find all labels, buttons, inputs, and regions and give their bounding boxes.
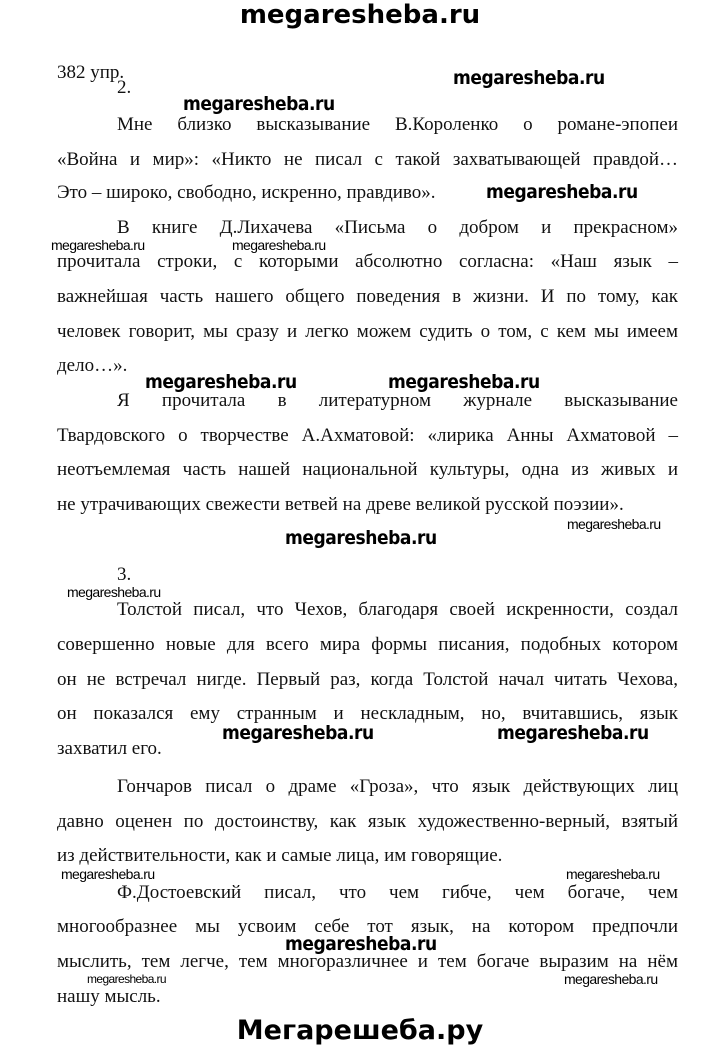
watermark: megaresheba.ru xyxy=(567,516,661,532)
text-line: из действительности, как и самые лица, им говорящие. xyxy=(57,845,503,866)
text-line: не утрачивающих свежести ветвей на древе великой русской поэзии». xyxy=(57,494,624,515)
text-line: мыслить, тем легче, тем многоразличнее и тем богаче выразим на нём xyxy=(57,951,678,972)
text-line: Толстой писал, что Чехов, благодаря своей искренности, создал xyxy=(117,599,678,620)
text-line: нашу мысль. xyxy=(57,986,161,1007)
watermark: megaresheba.ru xyxy=(67,584,161,600)
site-header: megaresheba.ru xyxy=(239,0,481,30)
watermark: megaresheba.ru xyxy=(285,527,437,549)
text-line: неотъемлемая часть нашей национальной культуры, одна из живых и xyxy=(57,459,678,480)
section-number: 2. xyxy=(117,77,132,98)
watermark: megaresheba.ru xyxy=(51,237,145,253)
text-line: Твардовского о творчестве А.Ахматовой: «лирика Анны Ахматовой – xyxy=(57,425,678,446)
text-line: важнейшая часть нашего общего поведения в жизни. И по тому, как xyxy=(57,286,678,307)
text-line: он показался ему странным и нескладным, но, вчитавшись, язык xyxy=(57,703,678,724)
watermark: megaresheba.ru xyxy=(486,181,638,203)
watermark: megaresheba.ru xyxy=(285,933,437,955)
text-line: Ф.Достоевский писал, что чем гибче, чем богаче, чем xyxy=(117,882,678,903)
text-line: давно оценен по достоинству, как язык художественно-верный, взятый xyxy=(57,811,678,832)
watermark: megaresheba.ru xyxy=(564,971,658,987)
text-line: Это – широко, свободно, искренно, правдиво». xyxy=(57,182,436,203)
watermark: megaresheba.ru xyxy=(566,866,660,882)
text-line: совершенно новые для всего мира формы писания, подобных котором xyxy=(57,634,678,655)
text-line: он не встречал нигде. Первый раз, когда Толстой начал читать Чехова, xyxy=(57,669,678,690)
text-line: прочитала строки, с которыми абсолютно согласна: «Наш язык – xyxy=(57,251,678,272)
text-line: Мне близко высказывание В.Короленко о романе-эпопеи xyxy=(117,114,678,135)
watermark: megaresheba.ru xyxy=(232,237,326,253)
watermark: megaresheba.ru xyxy=(145,371,297,393)
exercise-label: 382 упр. xyxy=(57,62,125,83)
text-line: многообразнее мы усвоим себе тот язык, на котором предпочли xyxy=(57,916,678,937)
watermark: megaresheba.ru xyxy=(87,972,166,986)
section-number: 3. xyxy=(117,564,132,585)
text-line: Я прочитала в литературном журнале высказывание xyxy=(117,390,678,411)
text-line: дело…». xyxy=(57,355,128,376)
watermark: megaresheba.ru xyxy=(61,866,155,882)
text-line: Гончаров писал о драме «Гроза», что язык действующих лиц xyxy=(117,776,678,797)
watermark: megaresheba.ru xyxy=(183,93,335,115)
text-line: В книге Д.Лихачева «Письма о добром и прекрасном» xyxy=(117,217,678,238)
site-footer: Мегарешеба.ру xyxy=(236,1015,484,1046)
watermark: megaresheba.ru xyxy=(453,67,605,89)
watermark: megaresheba.ru xyxy=(388,371,540,393)
text-line: захватил его. xyxy=(57,738,162,759)
text-line: «Война и мир»: «Никто не писал с такой захватывающей правдой… xyxy=(57,149,678,170)
watermark: megaresheba.ru xyxy=(497,722,649,744)
text-line: человек говорит, мы сразу и легко можем судить о том, с кем мы имеем xyxy=(57,321,678,342)
watermark: megaresheba.ru xyxy=(222,722,374,744)
